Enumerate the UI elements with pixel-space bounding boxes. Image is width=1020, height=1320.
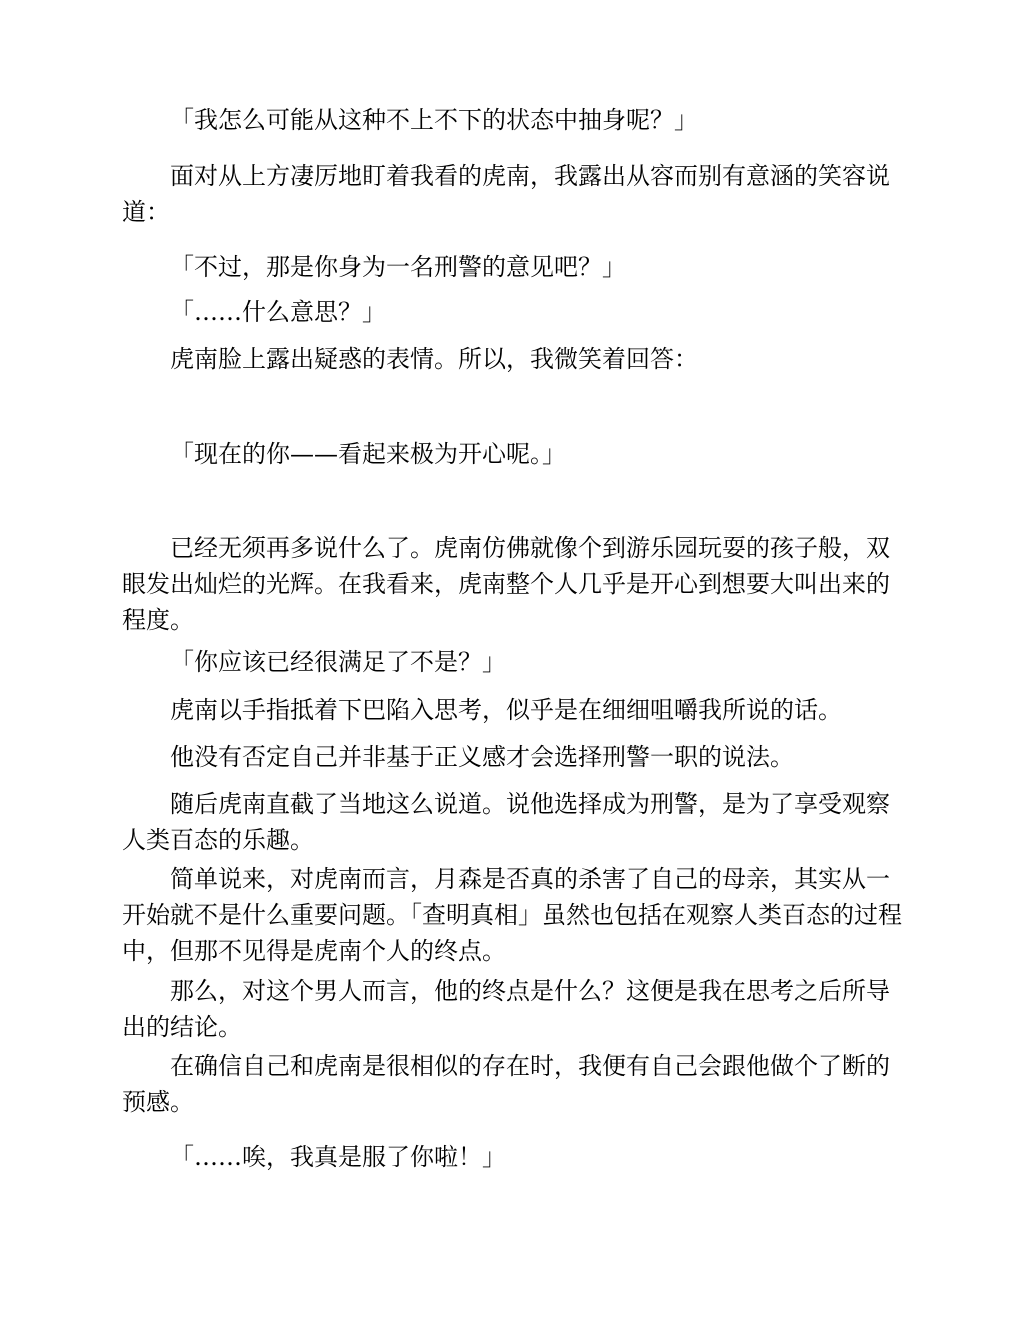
paragraph-5: 虎南脸上露出疑惑的表情。所以，我微笑着回答： bbox=[170, 345, 698, 373]
paragraph-10: 他没有否定自己并非基于正义感才会选择刑警一职的说法。 bbox=[170, 743, 794, 771]
paragraph-14: 在确信自己和虎南是很相似的存在时，我便有自己会跟他做个了断的预感。 bbox=[122, 1052, 890, 1116]
paragraph-4: 「……什么意思？」 bbox=[170, 298, 386, 326]
paragraph-3: 「不过，那是你身为一名刑警的意见吧？」 bbox=[170, 253, 626, 281]
paragraph-7: 已经无须再多说什么了。虎南仿佛就像个到游乐园玩耍的孩子般，双眼发出灿烂的光辉。在我看来，虎南整个人几乎是开心到想要大叫出来的程度。 bbox=[122, 534, 890, 634]
paragraph-15: 「……唉，我真是服了你啦！」 bbox=[170, 1143, 506, 1171]
paragraph-12: 简单说来，对虎南而言，月森是否真的杀害了自己的母亲，其实从一开始就不是什么重要问题。「查明真相」虽然也包括在观察人类百态的过程中，但那不见得是虎南个人的终点。 bbox=[122, 865, 902, 965]
paragraph-6: 「现在的你——看起来极为开心呢。」 bbox=[170, 440, 566, 468]
paragraph-1: 「我怎么可能从这种不上不下的状态中抽身呢？」 bbox=[170, 106, 698, 134]
paragraph-11: 随后虎南直截了当地这么说道。说他选择成为刑警，是为了享受观察人类百态的乐趣。 bbox=[122, 790, 890, 854]
paragraph-8: 「你应该已经很满足了不是？」 bbox=[170, 648, 506, 676]
paragraph-13: 那么，对这个男人而言，他的终点是什么？这便是我在思考之后所导出的结论。 bbox=[122, 977, 890, 1041]
paragraph-2: 面对从上方凄厉地盯着我看的虎南，我露出从容而别有意涵的笑容说道： bbox=[122, 162, 890, 226]
paragraph-9: 虎南以手指抵着下巴陷入思考，似乎是在细细咀嚼我所说的话。 bbox=[170, 696, 842, 724]
